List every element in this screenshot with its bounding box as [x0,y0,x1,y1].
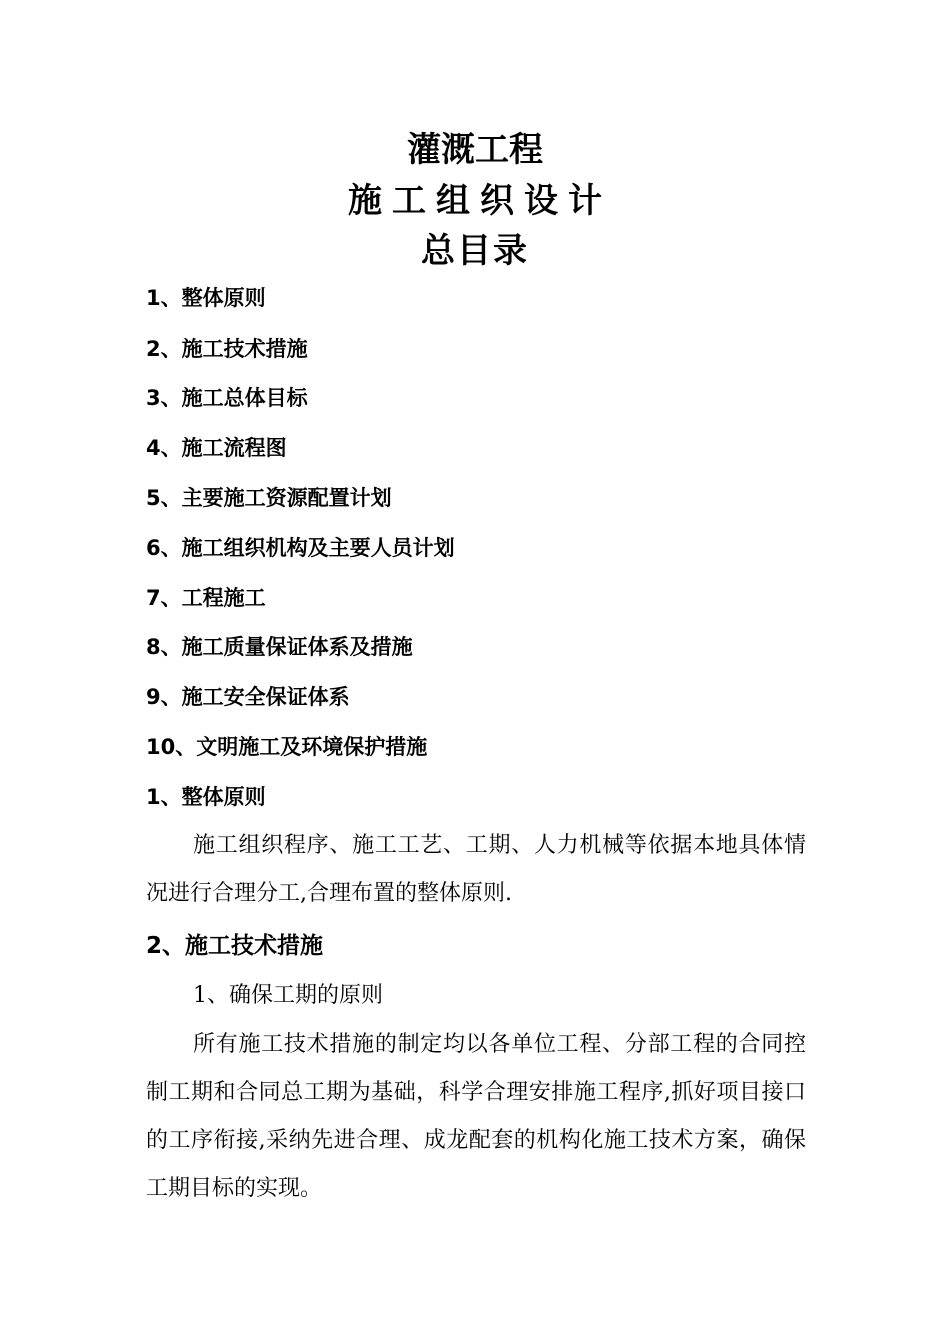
section-1-paragraph: 施工组织程序、施工工艺、工期、人力机械等依据本地具体情况进行合理分工,合理布置的整体原则. [146,833,806,906]
toc-item-9: 9、施工安全保证体系 [146,685,350,709]
toc-item-10: 10、文明施工及环境保护措施 [146,735,428,759]
toc-item-3: 3、施工总体目标 [146,386,308,410]
toc-item-1: 1、整体原则 [146,286,266,310]
toc-item-5: 5、主要施工资源配置计划 [146,486,392,510]
toc-item-4: 4、施工流程图 [146,436,287,460]
section-1-heading: 1、整体原则 [146,785,266,809]
document-title-toc: 总目录 [421,231,529,271]
toc-item-7: 7、工程施工 [146,586,266,610]
document-title-plan: 施工组织设计 [348,181,612,221]
section-2-heading: 2、施工技术措施 [146,933,324,959]
toc-item-2: 2、施工技术措施 [146,337,308,361]
section-2-paragraph: 所有施工技术措施的制定均以各单位工程、分部工程的合同控制工期和合同总工期为基础，科学合理安排施工程序,抓好项目接口的工序衔接,采纳先进合理、成龙配套的机构化施工技术方案，确保工期目标的实现。 [146,1032,806,1201]
toc-item-8: 8、施工质量保证体系及措施 [146,635,413,659]
document-title-project: 灌溉工程 [407,130,543,170]
toc-item-6: 6、施工组织机构及主要人员计划 [146,536,455,560]
section-2-subheading: 1、确保工期的原则 [193,983,383,1008]
